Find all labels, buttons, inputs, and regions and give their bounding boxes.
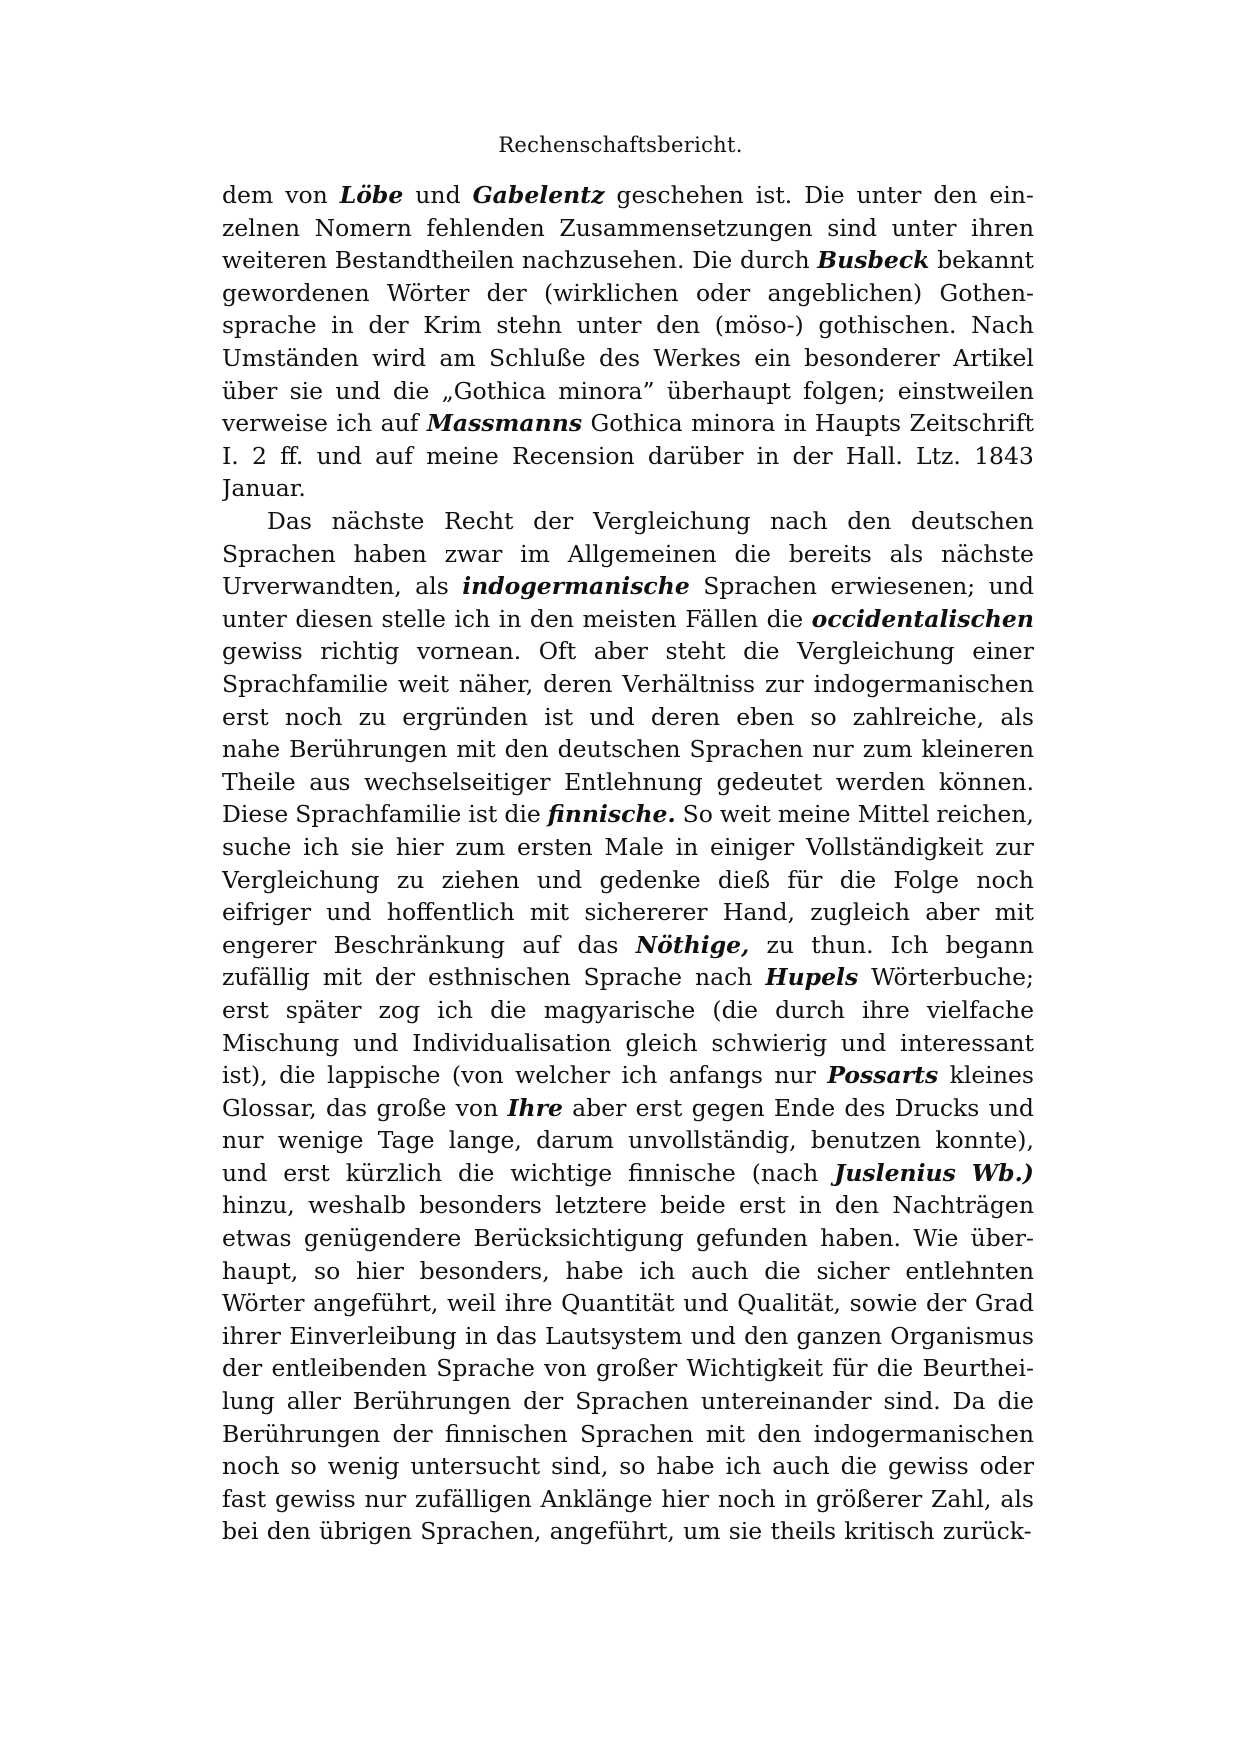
text-line: fast gewiss nur zufälligen Anklänge hier noch in größerer Zahl, als xyxy=(222,1484,1034,1513)
text-line: bei den übrigen Sprachen, angeführt, um sie theils kritisch zurück- xyxy=(222,1517,1032,1546)
text-line: zelnen Nomern fehlenden Zusammensetzungen sind unter ihren xyxy=(222,213,1034,242)
text-line: I. 2 ff. und auf meine Recension darüber in der Hall. Ltz. 1843 xyxy=(222,441,1034,470)
text-line: verweise ich auf Massmanns Gothica minora in Haupts Zeitschrift xyxy=(222,409,1034,438)
text-line: Umständen wird am Schluße des Werkes ein besonderer Artikel xyxy=(222,343,1034,372)
text-line: erst später zog ich die magyarische (die durch ihre vielfache xyxy=(222,995,1034,1024)
text-line: unter diesen stelle ich in den meisten Fällen die occidentalischen xyxy=(222,604,1034,633)
text-line: Sprachfamilie weit näher, deren Verhältniss zur indogermanischen xyxy=(222,669,1034,698)
text-line: gewiss richtig vornean. Oft aber steht die Vergleichung einer xyxy=(222,637,1034,666)
text-line: suche ich sie hier zum ersten Male in einiger Vollständigkeit zur xyxy=(222,832,1034,861)
text-line: Urverwandten, als indogermanische Sprachen erwiesenen; und xyxy=(222,572,1034,601)
text-line: Sprachen haben zwar im Allgemeinen die bereits als nächste xyxy=(222,539,1034,568)
text-line: Wörter angeführt, weil ihre Quantität und Qualität, sowie der Grad xyxy=(222,1289,1034,1318)
text-line: Das nächste Recht der Vergleichung nach den deutschen xyxy=(267,507,1034,535)
text-line: zufällig mit der esthnischen Sprache nach Hupels Wörterbuche; xyxy=(222,963,1034,992)
text-line: Berührungen der finnischen Sprachen mit den indogermanischen xyxy=(222,1419,1034,1448)
text-line: und erst kürzlich die wichtige finnische (nach Juslenius Wb.) xyxy=(222,1158,1034,1187)
text-line: nahe Berührungen mit den deutschen Sprachen nur zum kleineren xyxy=(222,735,1034,764)
text-line: Diese Sprachfamilie ist die finnische. So weit meine Mittel reichen, xyxy=(222,800,1034,829)
running-header: Rechenschaftsbericht. xyxy=(498,133,743,157)
text-line: ihrer Einverleibung in das Lautsystem und den ganzen Organismus xyxy=(222,1321,1034,1350)
text-line: lung aller Berührungen der Sprachen untereinander sind. Da die xyxy=(222,1387,1034,1416)
text-line: gewordenen Wörter der (wirklichen oder angeblichen) Gothen- xyxy=(222,278,1034,307)
text-line: eifriger und hoffentlich mit sichererer Hand, zugleich aber mit xyxy=(222,898,1034,927)
paragraph-1 xyxy=(222,179,1034,505)
text-line: dem von Löbe und Gabelentz geschehen ist. Die unter den ein- xyxy=(222,181,1034,209)
text-line: sprache in der Krim stehn unter den (möso-) gothischen. Nach xyxy=(222,311,1034,340)
text-line: ist), die lappische (von welcher ich anfangs nur Possarts kleines xyxy=(222,1061,1034,1090)
text-line: etwas genügendere Berücksichtigung gefunden haben. Wie über- xyxy=(222,1224,1034,1253)
text-line: Glossar, das große von Ihre aber erst gegen Ende des Drucks und xyxy=(222,1093,1034,1122)
text-line: haupt, so hier besonders, habe ich auch die sicher entlehnten xyxy=(222,1256,1034,1285)
text-line: erst noch zu ergründen ist und deren eben so zahlreiche, als xyxy=(222,702,1034,731)
text-line: Mischung und Individualisation gleich schwierig und interessant xyxy=(222,1028,1034,1057)
text-line: über sie und die „Gothica minora” überhaupt folgen; einstweilen xyxy=(222,376,1034,405)
text-line: hinzu, weshalb besonders letztere beide erst in den Nachträgen xyxy=(222,1191,1034,1220)
text-line: noch so wenig untersucht sind, so habe ich auch die gewiss oder xyxy=(222,1452,1034,1481)
text-line: Januar. xyxy=(222,474,306,503)
text-line: Theile aus wechselseitiger Entlehnung gedeutet werden können. xyxy=(222,767,1034,796)
text-line: engerer Beschränkung auf das Nöthige, zu thun. Ich begann xyxy=(222,930,1034,959)
text-line: weiteren Bestandtheilen nachzusehen. Die durch Busbeck bekannt xyxy=(222,246,1034,275)
text-line: der entleibenden Sprache von großer Wichtigkeit für die Beurthei- xyxy=(222,1354,1034,1383)
text-line: nur wenige Tage lange, darum unvollständig, benutzen konnte), xyxy=(222,1126,1034,1155)
paragraph-2 xyxy=(222,505,1034,1548)
text-line: Vergleichung zu ziehen und gedenke dieß für die Folge noch xyxy=(222,865,1034,894)
